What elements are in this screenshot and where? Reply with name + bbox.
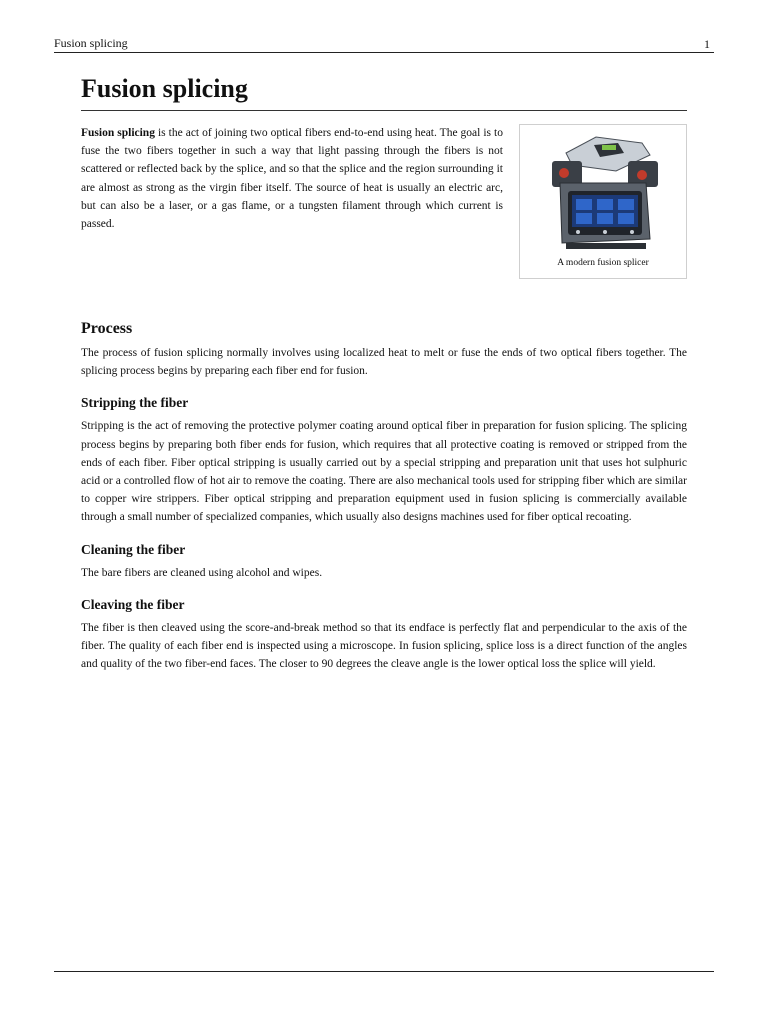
running-header [54,36,714,53]
page-title: Fusion splicing [81,72,687,111]
section-cleaning [81,541,687,582]
article [81,72,687,673]
lead-text: is the act of joining two optical fibers end-to-end using heat. The goal is to fuse the two fibers together in such a way that light passing through the fibers is not scattered or reflected back by the splice, and so that the splice and the region surrounding it are almost as strong as the virgin fiber itself. The source of heat is usually an electric arc, but can also be a laser, or a gas flame, or a tungsten filament through which current is passed. [81,127,503,231]
section-process [81,319,687,380]
cleaning-paragraph: The bare fibers are cleaned using alcohol and wipes. [81,566,323,579]
lead-paragraph [81,124,503,233]
section-cleaving [81,596,687,674]
section-stripping [81,394,687,526]
stripping-paragraph: Stripping is the act of removing the protective polymer coating around optical fiber in preparation for fusion splicing. The splicing process begins by preparing both fiber ends for fusion, which requires that all protective coating is removed or stripped from the ends of each fiber. Fiber optical stripping is usually carried out by a special stripping and preparation unit that uses hot sulphuric acid or a controlled flow of hot air to remove the coating. There are also mechanical tools used for stripping fiber which are similar to copper wire strippers. Fiber optical stripping and preparation equipment used in fusion splicing is commercially available through a small number of specialized companies, which usually also designs machines used for fiber optical recoating. [81,420,687,524]
section-heading-process: Process [81,320,133,337]
section-heading-stripping: Stripping the fiber [81,395,189,411]
lead-section [81,124,687,319]
running-header-title: Fusion splicing [54,36,128,50]
fusion-splicer-image [546,131,662,257]
lead-term: Fusion splicing [81,127,155,139]
cleaving-paragraph: The fiber is then cleaved using the score-and-break method so that its endface is perfectly flat and perpendicular to the axis of the fiber. The quality of each fiber end is inspected using a microscope. In fusion splicing, splice loss is a direct function of the angles and quality of the two fiber-end faces. The closer to 90 degrees the cleave angle is the lower optical loss the splice will yield. [81,621,687,671]
process-paragraph: The process of fusion splicing normally involves using localized heat to melt or fuse the ends of two optical fibers together. The splicing process begins by preparing each fiber end for fusion. [81,347,687,378]
section-heading-cleaving: Cleaving the fiber [81,596,185,612]
section-heading-cleaning: Cleaning the fiber [81,541,186,557]
page-number: 1 [704,37,710,51]
figure-caption: A modern fusion splicer [557,258,649,268]
figure-thumbnail[interactable] [519,124,687,279]
footer-rule [54,971,714,972]
